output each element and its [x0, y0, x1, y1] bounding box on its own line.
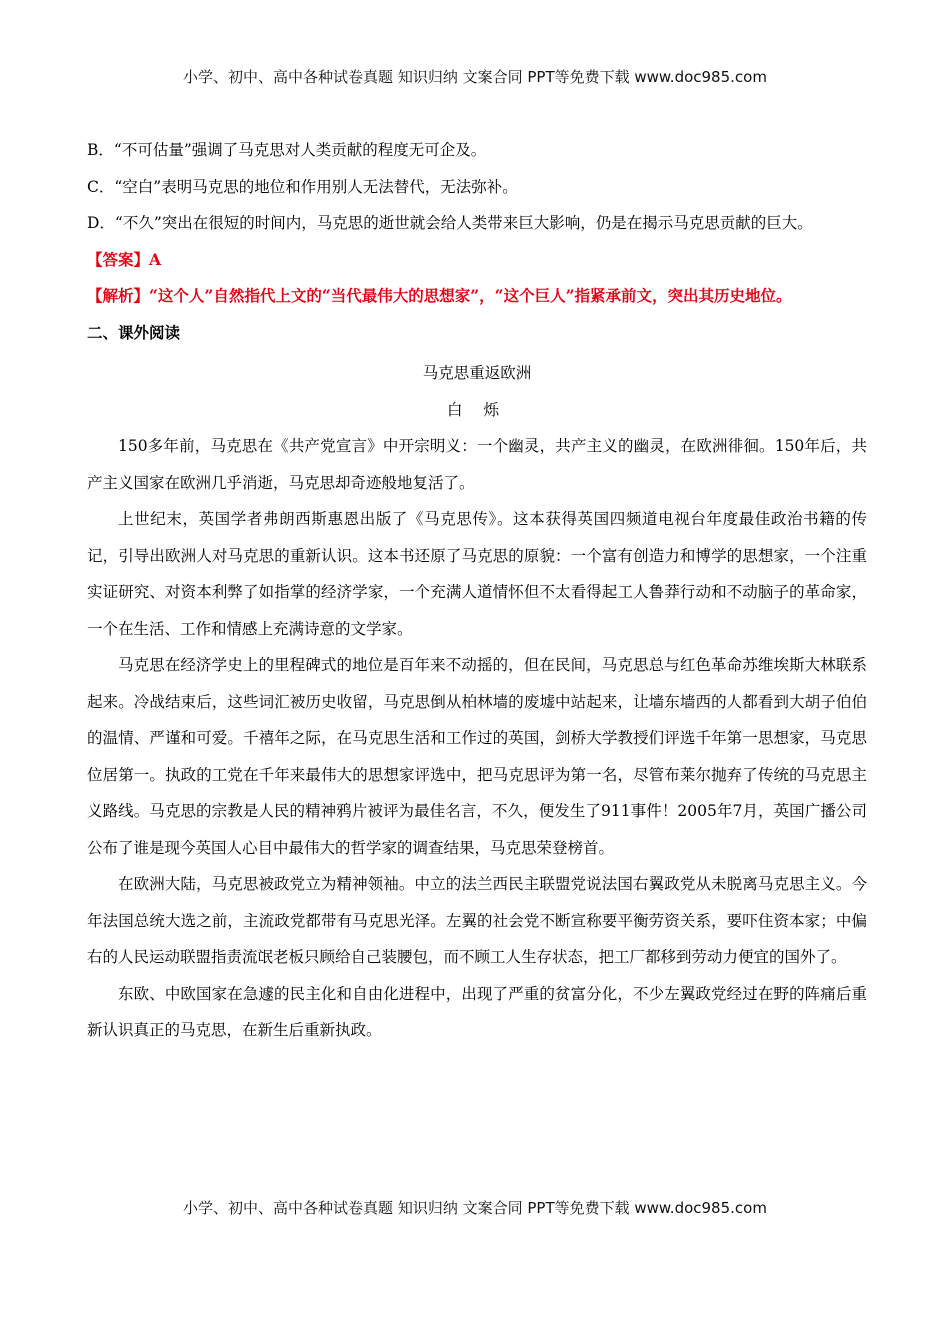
page-footer: 小学、初中、高中各种试卷真题 知识归纳 文案合同 PPT等免费下载 www.doc985.com	[183, 1199, 767, 1217]
article-title: 马克思重返欧洲	[422, 364, 532, 382]
answer-label: 【答案】	[87, 249, 150, 269]
article-paragraph: 马克思在经济学史上的里程碑式的地位是百年来不动摇的，但在民间，马克思总与红色革命苏维埃斯大林联系起来。冷战结束后，这些词汇被历史收留，马克思倒从柏林墙的废墟中站起来，让墙东墙西的人都看到大胡子伯伯的温情、严谨和可爱。千禧年之际，在马克思生活和工作过的英国，剑桥大学教授们评选千年第一思想家，马克思位居第一。执政的工党在千年来最伟大的思想家评选中，把马克思评为第一名，尽管布莱尔抛弃了传统的马克思主义路线。马克思的宗教是人民的精神鸦片被评为最佳名言，不久，便发生了911事件！2005年7月，英国广播公司公布了谁是现今英国人心目中最伟大的哲学家的调查结果，马克思荣登榜首。	[87, 656, 867, 857]
page-header: 小学、初中、高中各种试卷真题 知识归纳 文案合同 PPT等免费下载 www.doc985.com	[183, 68, 767, 86]
article-paragraph: 150多年前，马克思在《共产党宣言》中开宗明义：一个幽灵，共产主义的幽灵，在欧洲徘徊。150年后，共产主义国家在欧洲几乎消逝，马克思却奇迹般地复活了。	[87, 437, 867, 492]
section-title: 二、课外阅读	[87, 322, 181, 342]
document-body	[87, 132, 867, 1049]
answer	[87, 242, 867, 279]
article-paragraph: 东欧、中欧国家在急遽的民主化和自由化进程中，出现了严重的贫富分化，不少左翼政党经过在野的阵痛后重新认识真正的马克思，在新生后重新执政。	[87, 984, 867, 1039]
article-author: 白 烁	[447, 400, 507, 419]
option-d: D．“不久”突出在很短的时间内，马克思的逝世就会给人类带来巨大影响，仍是在揭示马克思贡献的巨大。	[87, 214, 813, 232]
option-b: B．“不可估量”强调了马克思对人类贡献的程度无可企及。	[87, 141, 487, 159]
analysis-text: “这个人”自然指代上文的“当代最伟大的思想家”，“这个巨人”指紧承前文，突出其历史地位。	[149, 286, 792, 305]
option-c: C．“空白”表明马克思的地位和作用别人无法替代，无法弥补。	[87, 177, 518, 196]
article-paragraph: 在欧洲大陆，马克思被政党立为精神领袖。中立的法兰西民主联盟党说法国右翼政党从未脱离马克思主义。今年法国总统大选之前，主流政党都带有马克思光泽。左翼的社会党不断宣称要平衡劳资关系，要吓住资本家；中偏右的人民运动联盟指责流氓老板只顾给自己装腰包，而不顾工人生存状态，把工厂都移到劳动力便宜的国外了。	[87, 875, 867, 966]
answer-value: A	[149, 249, 162, 269]
analysis	[87, 278, 867, 315]
article-paragraph: 上世纪末，英国学者弗朗西斯惠恩出版了《马克思传》。这本获得英国四频道电视台年度最佳政治书籍的传记，引导出欧洲人对马克思的重新认识。这本书还原了马克思的原貌：一个富有创造力和博学的思想家，一个注重实证研究、对资本利弊了如指掌的经济学家，一个充满人道情怀但不太看得起工人鲁莽行动和不动脑子的革命家，一个在生活、工作和情感上充满诗意的文学家。	[87, 510, 867, 638]
analysis-label: 【解析】	[87, 286, 150, 305]
